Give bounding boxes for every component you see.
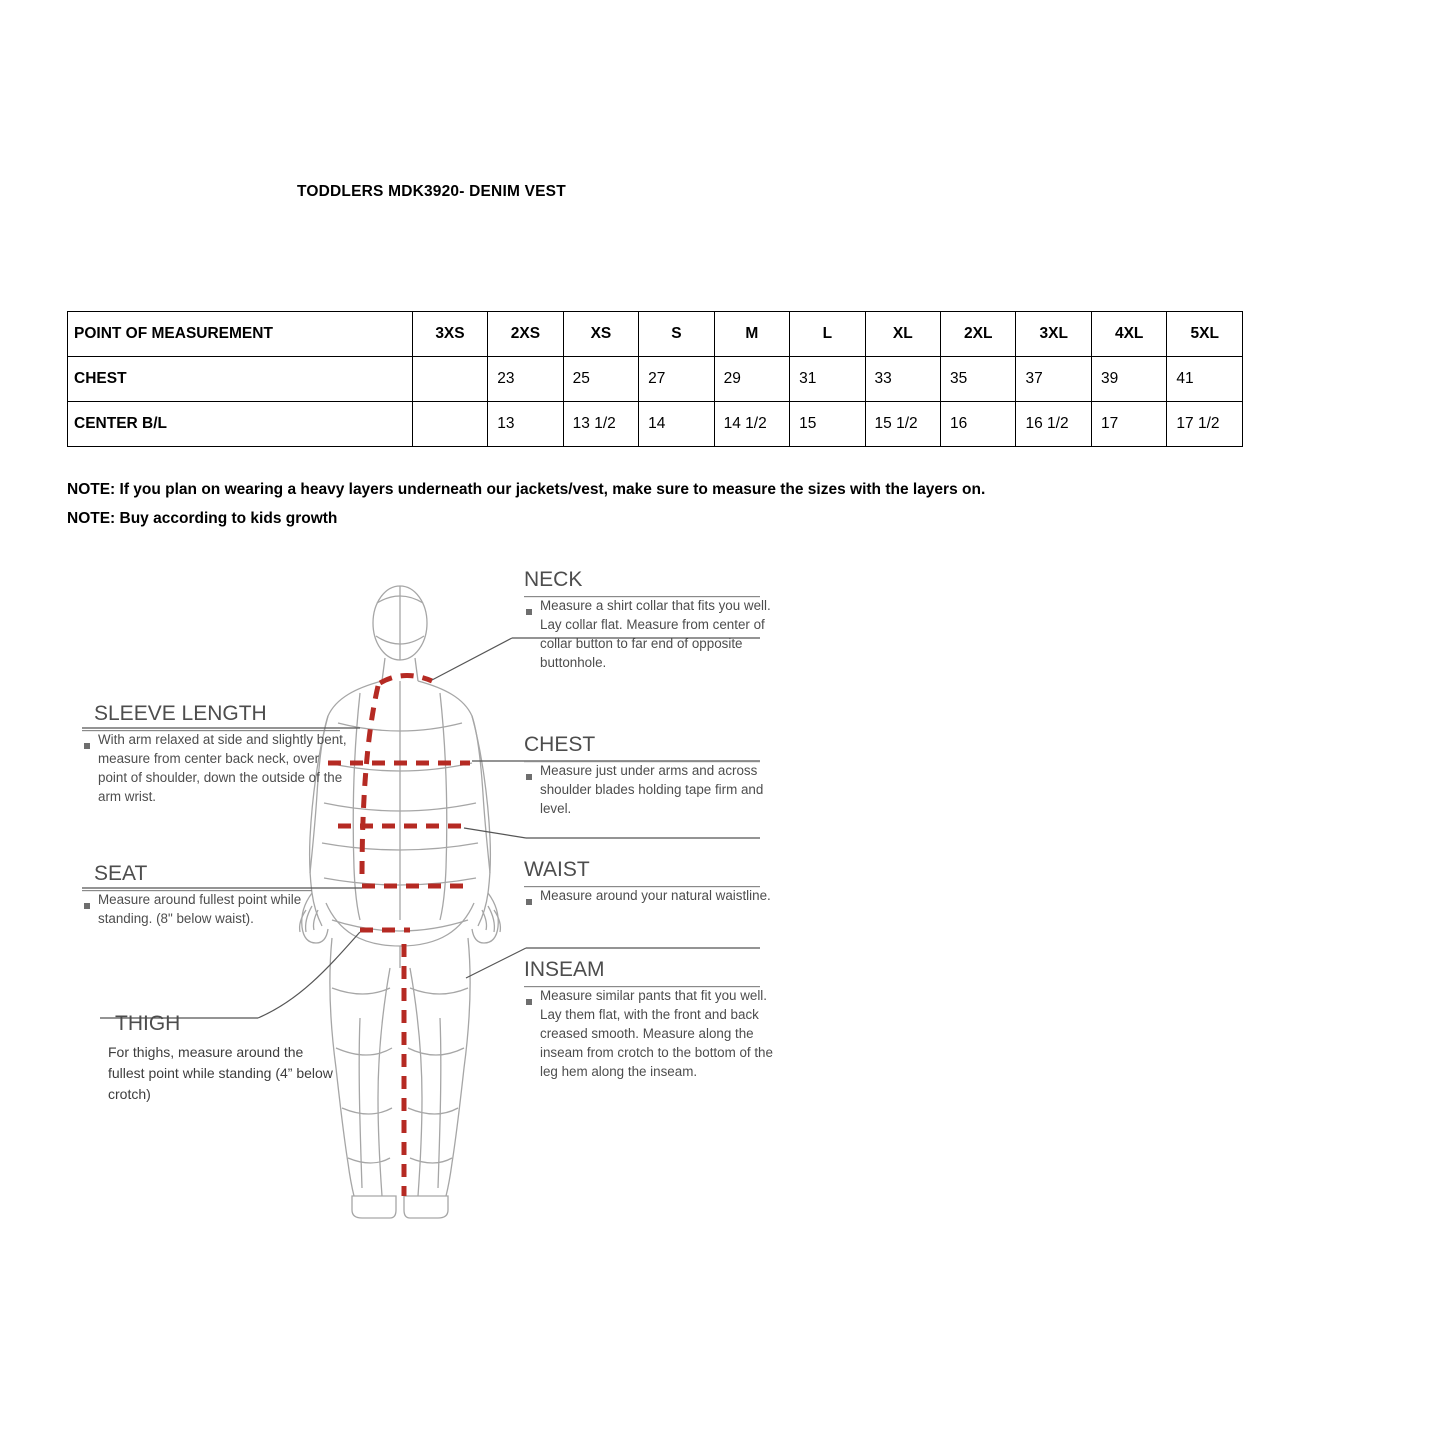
column-header-point-of-measurement: POINT OF MEASUREMENT [68,312,413,357]
table-header-row [68,312,1243,357]
column-header-2xs: 2XS [488,312,563,357]
cell-chest-3xs [412,357,487,402]
row-label-chest: CHEST [68,357,413,402]
bullet-icon [84,903,90,909]
table-row [68,402,1243,447]
cell-centerbl-l: 15 [790,402,865,447]
note-layers: NOTE: If you plan on wearing a heavy layers underneath our jackets/vest, make sure to measure the sizes with the layers on. [67,481,986,498]
bullet-icon [526,609,532,615]
size-chart-table [67,311,1243,447]
cell-centerbl-2xl: 16 [941,402,1016,447]
callout-thigh-body: For thighs, measure around the fullest point while standing (4” below crotch) [108,1044,333,1102]
callout-waist [524,858,780,946]
cell-centerbl-5xl: 17 1/2 [1167,402,1243,447]
note-growth: NOTE: Buy according to kids growth [67,510,338,527]
cell-centerbl-4xl: 17 [1091,402,1166,447]
cell-centerbl-xl: 15 1/2 [865,402,940,447]
row-label-center-bl: CENTER B/L [68,402,413,447]
callout-thigh-title: THIGH [115,1012,181,1035]
callout-neck-body: Measure a shirt collar that fits you well. Lay collar flat. Measure from center of collar button to far end of opposite buttonhole. [540,598,771,671]
column-header-s: S [639,312,714,357]
cell-centerbl-3xl: 16 1/2 [1016,402,1091,447]
callout-seat-body: Measure around fullest point while standing. (8" below waist). [98,892,302,927]
column-header-4xl: 4XL [1091,312,1166,357]
callout-waist-title: WAIST [524,858,590,881]
callout-inseam [524,958,782,1146]
callout-seat-title: SEAT [94,862,148,885]
column-header-m: M [714,312,789,357]
column-header-xs: XS [563,312,638,357]
cell-centerbl-2xs: 13 [488,402,563,447]
measurement-dashed-lines [328,675,470,1196]
callout-waist-body: Measure around your natural waistline. [540,888,771,903]
bullet-icon [526,774,532,780]
table-row [68,357,1243,402]
cell-chest-l: 31 [790,357,865,402]
column-header-l: L [790,312,865,357]
column-header-xl: XL [865,312,940,357]
cell-chest-xs: 25 [563,357,638,402]
callout-chest-body: Measure just under arms and across shoulder blades holding tape firm and level. [540,763,764,817]
callout-sleeve-body: With arm relaxed at side and slightly bent, measure from center back neck, over point of shoulder, down the outside of the arm wrist. [98,732,347,805]
callout-sleeve-title: SLEEVE LENGTH [94,702,267,725]
column-header-3xl: 3XL [1016,312,1091,357]
cell-centerbl-3xs [412,402,487,447]
column-header-2xl: 2XL [941,312,1016,357]
callout-seat [82,862,328,980]
cell-centerbl-m: 14 1/2 [714,402,789,447]
column-header-5xl: 5XL [1167,312,1243,357]
measurement-diagram [60,548,820,1228]
cell-chest-3xl: 37 [1016,357,1091,402]
bullet-icon [526,899,532,905]
cell-chest-2xl: 35 [941,357,1016,402]
callout-neck [524,568,780,706]
callout-neck-title: NECK [524,568,583,591]
cell-chest-s: 27 [639,357,714,402]
cell-centerbl-s: 14 [639,402,714,447]
cell-centerbl-xs: 13 1/2 [563,402,638,447]
cell-chest-m: 29 [714,357,789,402]
callout-chest [524,733,780,851]
callout-sleeve-length [82,702,348,850]
bullet-icon [84,743,90,749]
cell-chest-2xs: 23 [488,357,563,402]
bullet-icon [526,999,532,1005]
column-header-3xs: 3XS [412,312,487,357]
cell-chest-xl: 33 [865,357,940,402]
page-title: TODDLERS MDK3920- DENIM VEST [297,183,566,200]
callout-thigh [108,1012,338,1132]
cell-chest-5xl: 41 [1167,357,1243,402]
callout-chest-title: CHEST [524,733,596,756]
callout-inseam-body: Measure similar pants that fit you well. Lay them flat, with the front and back creased smooth. Measure along the inseam from crotch to the bottom of the leg hem along the inseam. [540,988,773,1080]
callout-inseam-title: INSEAM [524,958,605,981]
cell-chest-4xl: 39 [1091,357,1166,402]
